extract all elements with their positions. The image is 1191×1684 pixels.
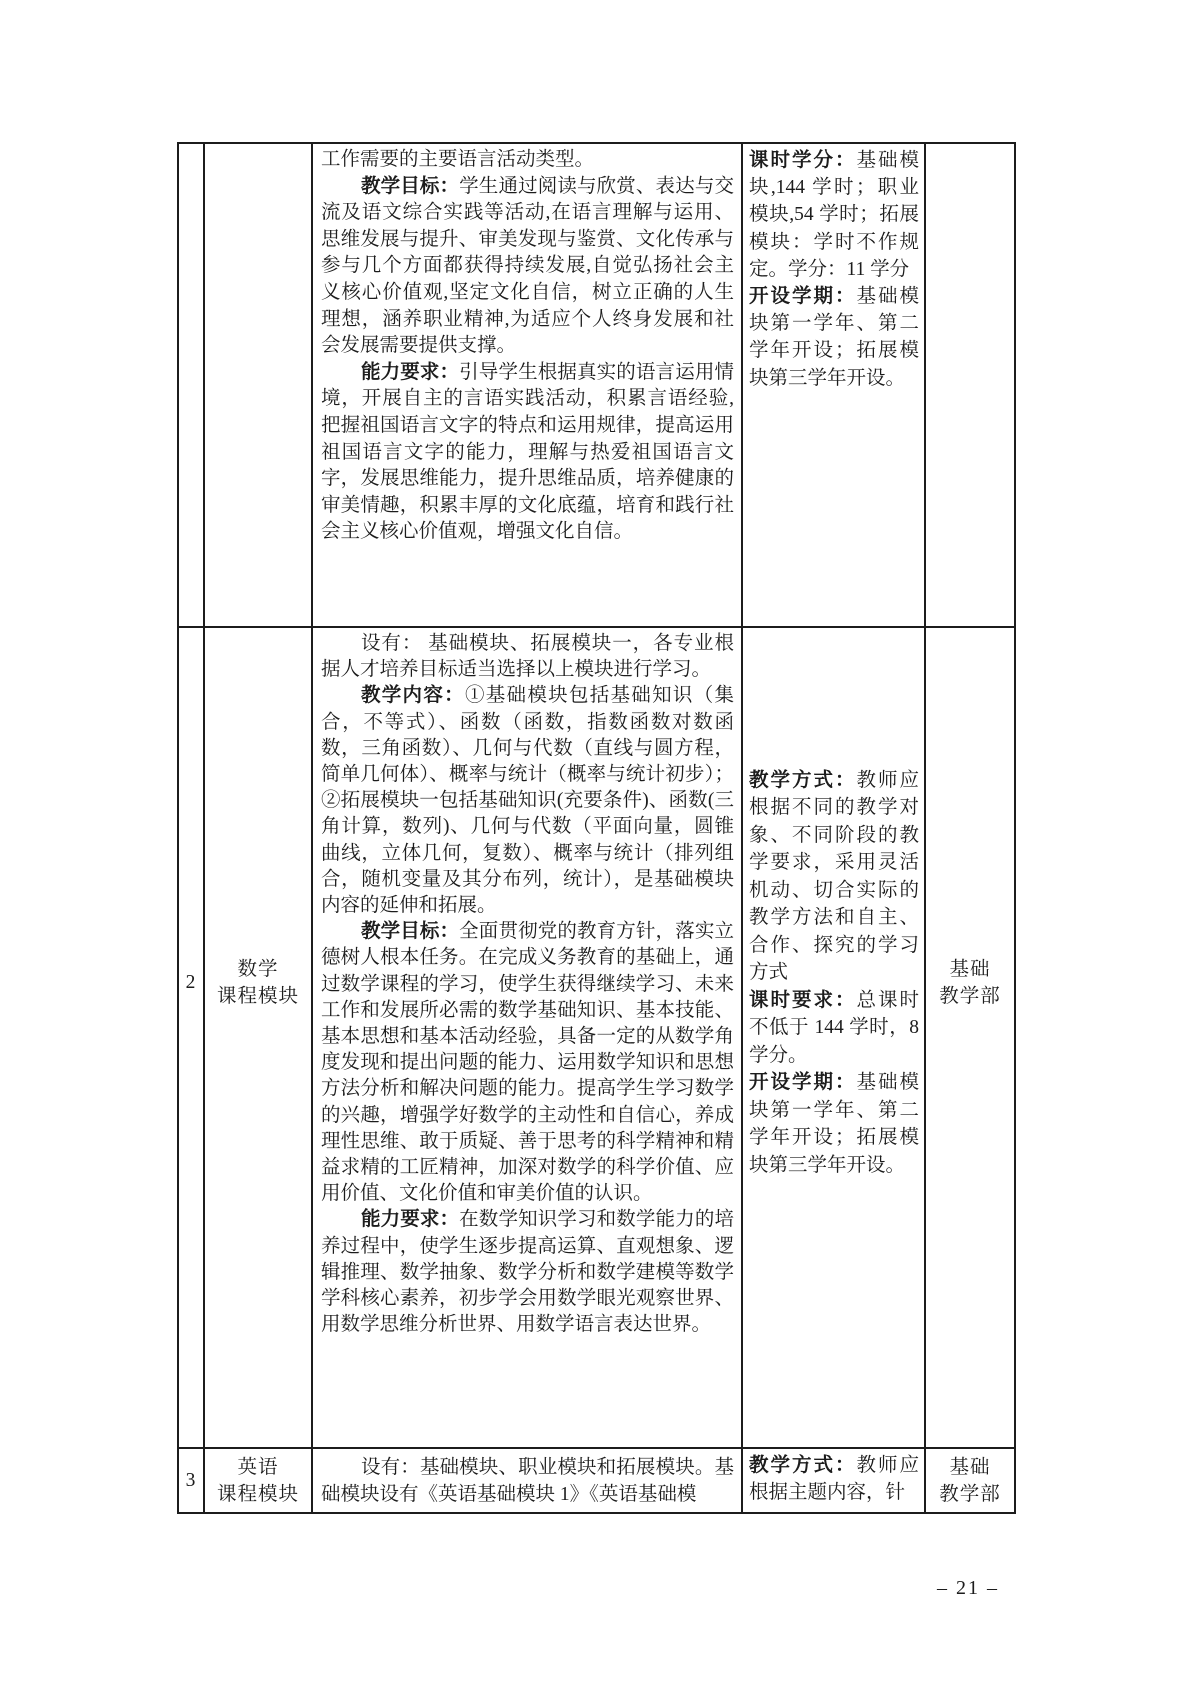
requirements-cell: [743, 628, 926, 1449]
paragraph: 英语: [237, 1456, 279, 1478]
paragraph: 教学目标：学生通过阅读与欣赏、表达与交流及语文综合实践等活动,在语言理解与运用、思维发展与提升、审美发现与鉴赏、文化传承与参与几个方面都获得持续发展,自觉弘扬社会主义核心价值观,坚定文化自信，树立正确的人生理想，涵养职业精神,为适应个人终身发展和社会发展需要提供支撑。: [321, 175, 734, 357]
row-number: 2: [185, 972, 197, 993]
description-cell: [313, 144, 743, 628]
paragraph: 课程模块: [216, 1483, 299, 1505]
field-label: 课时要求：: [749, 989, 857, 1011]
field-label: 教学目标：: [360, 921, 460, 943]
department-cell: [926, 1449, 1014, 1512]
paragraph: 课时学分：基础模块,144 学时；职业模块,54 学时；拓展模块：学时不作规定。学分：11 学分: [749, 150, 919, 280]
page-number: – 21 –: [937, 1577, 999, 1599]
paragraph: 基础: [949, 958, 991, 980]
description-cell: [313, 628, 743, 1449]
field-label: 教学内容：: [360, 685, 465, 707]
requirements-cell: [743, 1449, 926, 1512]
field-label: 课时学分：: [749, 150, 857, 171]
paragraph: 基础: [949, 1456, 991, 1478]
paragraph: 开设学期：基础模块第一学年、第二学年开设；拓展模块第三学年开设。: [749, 1072, 919, 1176]
field-label: 开设学期：: [749, 1072, 857, 1094]
field-label: 教学方式：: [749, 1455, 857, 1476]
field-label: 教学方式：: [749, 769, 857, 791]
paragraph: 开设学期：基础模块第一学年、第二学年开设；拓展模块第三学年开设。: [749, 286, 919, 389]
row-number-cell: [179, 1449, 205, 1512]
paragraph: 数学: [237, 958, 279, 980]
paragraph: 设有：基础模块、职业模块和拓展模块。基础模块设有《英语基础模块 1》《英语基础模: [321, 1457, 734, 1505]
field-label: 教学目标：: [360, 175, 460, 197]
paragraph: 课时要求：总课时不低于 144 学时，8 学分。: [749, 989, 919, 1066]
paragraph: 教学部: [939, 985, 1001, 1007]
row-number: 3: [185, 1470, 197, 1491]
field-label: 能力要求：: [360, 1209, 460, 1231]
row-number-cell: [179, 628, 205, 1449]
paragraph: 工作需要的主要语言活动类型。: [321, 149, 595, 170]
module-name-cell: [205, 1449, 313, 1512]
description-cell: [313, 1449, 743, 1512]
paragraph: 教学方式：教师应根据主题内容，针: [749, 1455, 919, 1504]
paragraph: 设有： 基础模块、拓展模块一，各专业根据人才培养目标适当选择以上模块进行学习。: [321, 633, 734, 681]
paragraph: 教学目标：全面贯彻党的教育方针，落实立德树人根本任务。在完成义务教育的基础上，通过数学课程的学习，使学生获得继续学习、未来工作和发展所必需的数学基础知识、基本技能、基本思想和基本活动经验，具备一定的从数学角度发现和提出问题的能力、运用数学知识和思想方法分析和解决问题的能力。提高学生学习数学的兴趣，增强学好数学的主动性和自信心，养成理性思维、敢于质疑、善于思考的科学精神和精益求精的工匠精神，加深对数学的科学价值、应用价值、文化价值和审美价值的认识。: [321, 921, 734, 1205]
row-number-cell: [179, 144, 205, 628]
paragraph: 教学内容：①基础模块包括基础知识（集合，不等式）、函数（函数，指数函数对数函数，三角函数）、几何与代数（直线与圆方程，简单几何体）、概率与统计（概率与统计初步）；②拓展模块一包括基础知识(充要条件)、函数(三角计算，数列)、几何与代数（平面向量，圆锥曲线，立体几何，复数）、概率与统计（排列组合，随机变量及其分布列，统计），是基础模块内容的延伸和拓展。: [321, 685, 734, 917]
course-module-table: [177, 142, 1016, 1514]
paragraph: 能力要求：在数学知识学习和数学能力的培养过程中，使学生逐步提高运算、直观想象、逻辑推理、数学抽象、数学分析和数学建模等数学学科核心素养，初步学会用数学眼光观察世界、用数学思维分析世界、用数学语言表达世界。: [321, 1209, 734, 1336]
department-cell: [926, 628, 1014, 1449]
requirements-cell: [743, 144, 926, 628]
paragraph: 教学方式：教师应根据不同的教学对象、不同阶段的教学要求，采用灵活机动、切合实际的教学方法和自主、合作、探究的学习方式: [749, 769, 919, 984]
paragraph: 课程模块: [216, 985, 299, 1007]
module-name-cell: [205, 628, 313, 1449]
paragraph: 教学部: [939, 1483, 1001, 1505]
module-name-cell: [205, 144, 313, 628]
paragraph: 能力要求：引导学生根据真实的语言运用情境，开展自主的言语实践活动，积累言语经验,把握祖国语言文字的特点和运用规律，提高运用祖国语言文字的能力，理解与热爱祖国语言文字，发展思维能力，提升思维品质，培养健康的审美情趣，积累丰厚的文化底蕴，培育和践行社会主义核心价值观，增强文化自信。: [321, 361, 734, 543]
field-label: 能力要求：: [360, 361, 460, 383]
department-cell: [926, 144, 1014, 628]
field-label: 开设学期：: [749, 286, 857, 308]
